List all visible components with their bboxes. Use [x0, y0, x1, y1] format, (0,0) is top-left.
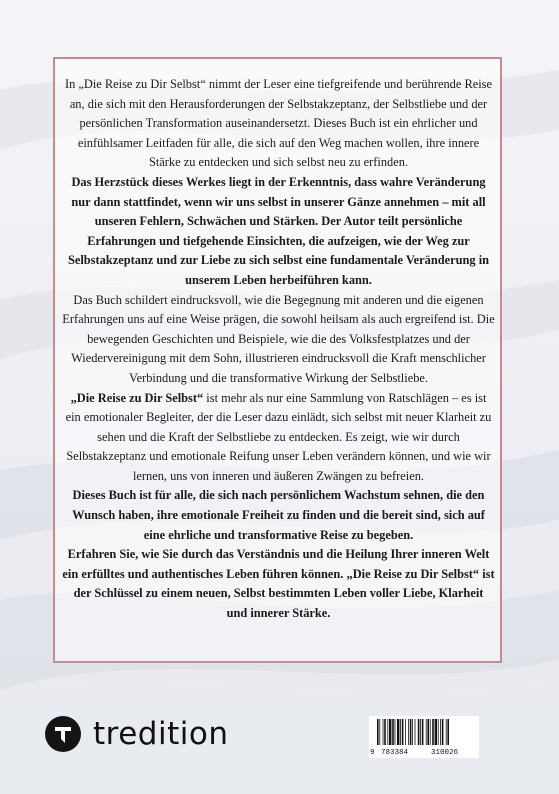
isbn-barcode [369, 716, 479, 758]
barcode-bar [442, 719, 444, 745]
barcode-bar [426, 719, 427, 745]
paragraph-1: In „Die Reise zu Dir Selbst“ nimmt der Leser eine tiefgreifende und berührende Reise an, die sich mit den Herausforderungen der Selbstakzeptanz, der Selbstliebe und der persönlichen Transformation auseinandersetzt. Dieses Buch ist ein ehrlicher und einfühlsamer Leitfaden für alle, die sich auf den Weg machen wollen, ihre innere Stärke zu entdecken und sich selbst neu zu erfinden. [65, 77, 492, 170]
barcode-group-2: 310026 [431, 749, 459, 757]
paragraph-3: Das Buch schildert eindrucksvoll, wie die Begegnung mit anderen und die eigenen Erfahrungen uns auf eine Weise prägen, die sowohl heilsam als auch ergreifend ist. Die bewegenden Geschichten und Beispiele, wie die des Volksfestplatzes und der Wiedervereinigung mit dem Sohn, illustrieren eindrucksvoll die Kraft menschlicher Verbindung und die transformative Wirkung der Selbstliebe. [62, 292, 495, 385]
barcode-bar [412, 719, 413, 745]
paragraph-4 [62, 389, 495, 487]
barcode-bar [397, 719, 399, 745]
barcode-bar [446, 719, 447, 745]
barcode-bar [435, 719, 437, 745]
paragraph-6: Erfahren Sie, wie Sie durch das Verständnis und die Heilung Ihrer inneren Welt ein erfülltes und authentisches Leben führen können. „Die Reise zu Dir Selbst“ ist der Schlüssel zu einem neuen, Selbst bestimmten Leben voller Liebe, Klarheit und innerer Stärke. [62, 547, 495, 621]
paragraph-5: Dieses Buch ist für alle, die sich nach persönlichem Wachstum sehnen, die den Wunsch haben, ihre emotionale Freiheit zu finden und die bereit sind, sich auf eine ehrliche und transformative Reise zu begeben. [72, 488, 485, 542]
barcode-bar [432, 719, 434, 745]
barcode-bar [420, 719, 421, 745]
barcode-bar [415, 719, 416, 745]
barcode-bar [427, 719, 429, 745]
barcode-group-1: 783384 [381, 749, 409, 757]
tredition-logo-icon [45, 716, 81, 752]
barcode-bar [410, 719, 412, 745]
description-text [62, 75, 495, 624]
paragraph-2: Das Herzstück dieses Werkes liegt in der Erkenntnis, dass wahre Veränderung nur dann stattfindet, wenn wir uns selbst in unserer Gänze annehmen – mit all unseren Fehlern, Schwächen und Stärken. Der Autor teilt persönliche Erfahrungen und tiefgehende Einsichten, die aufzeigen, wie der Weg zur Selbstakzeptanz und zur Liebe zu sich selbst eine fundamentale Veränderung in unserem Leben herbeiführen kann. [67, 174, 490, 287]
barcode-bar [392, 719, 394, 745]
barcode-bar [422, 719, 424, 745]
book-title-inline: „Die Reise zu Dir Selbst“ [70, 390, 204, 405]
barcode-bar [438, 719, 439, 745]
publisher-logo [45, 712, 228, 756]
barcode-bar [387, 719, 388, 745]
barcode-bar [377, 719, 379, 745]
barcode-bar [408, 719, 409, 745]
barcode-bar [395, 719, 396, 745]
barcode-bar [379, 719, 380, 745]
paragraph-4-body: ist mehr als nur eine Sammlung von Ratschlägen – es ist ein emotionaler Begleiter, der die Leser dazu einlädt, sich selbst mit neuer Klarheit zu sehen und die Kraft der Selbstliebe zu entdecken. Es zeigt, wie wir durch Selbstakzeptanz und emotionale Reifung unser Leben verändern können, und wie wir lernen, uns von inneren und äußeren Zwängen zu befreien. [65, 390, 492, 483]
barcode-bar [418, 719, 420, 745]
barcode-bar [383, 719, 384, 745]
barcode-lead-digit: 9 [370, 749, 375, 757]
barcode-bars [369, 716, 479, 748]
barcode-bar [405, 719, 406, 745]
barcode-bar [430, 719, 431, 745]
barcode-bar [389, 719, 391, 745]
barcode-bar [440, 719, 441, 745]
publisher-name: tredition [93, 716, 229, 752]
barcode-bar [400, 719, 401, 745]
barcode-bar [402, 719, 404, 745]
barcode-bar [384, 719, 386, 745]
barcode-bar [447, 719, 449, 745]
